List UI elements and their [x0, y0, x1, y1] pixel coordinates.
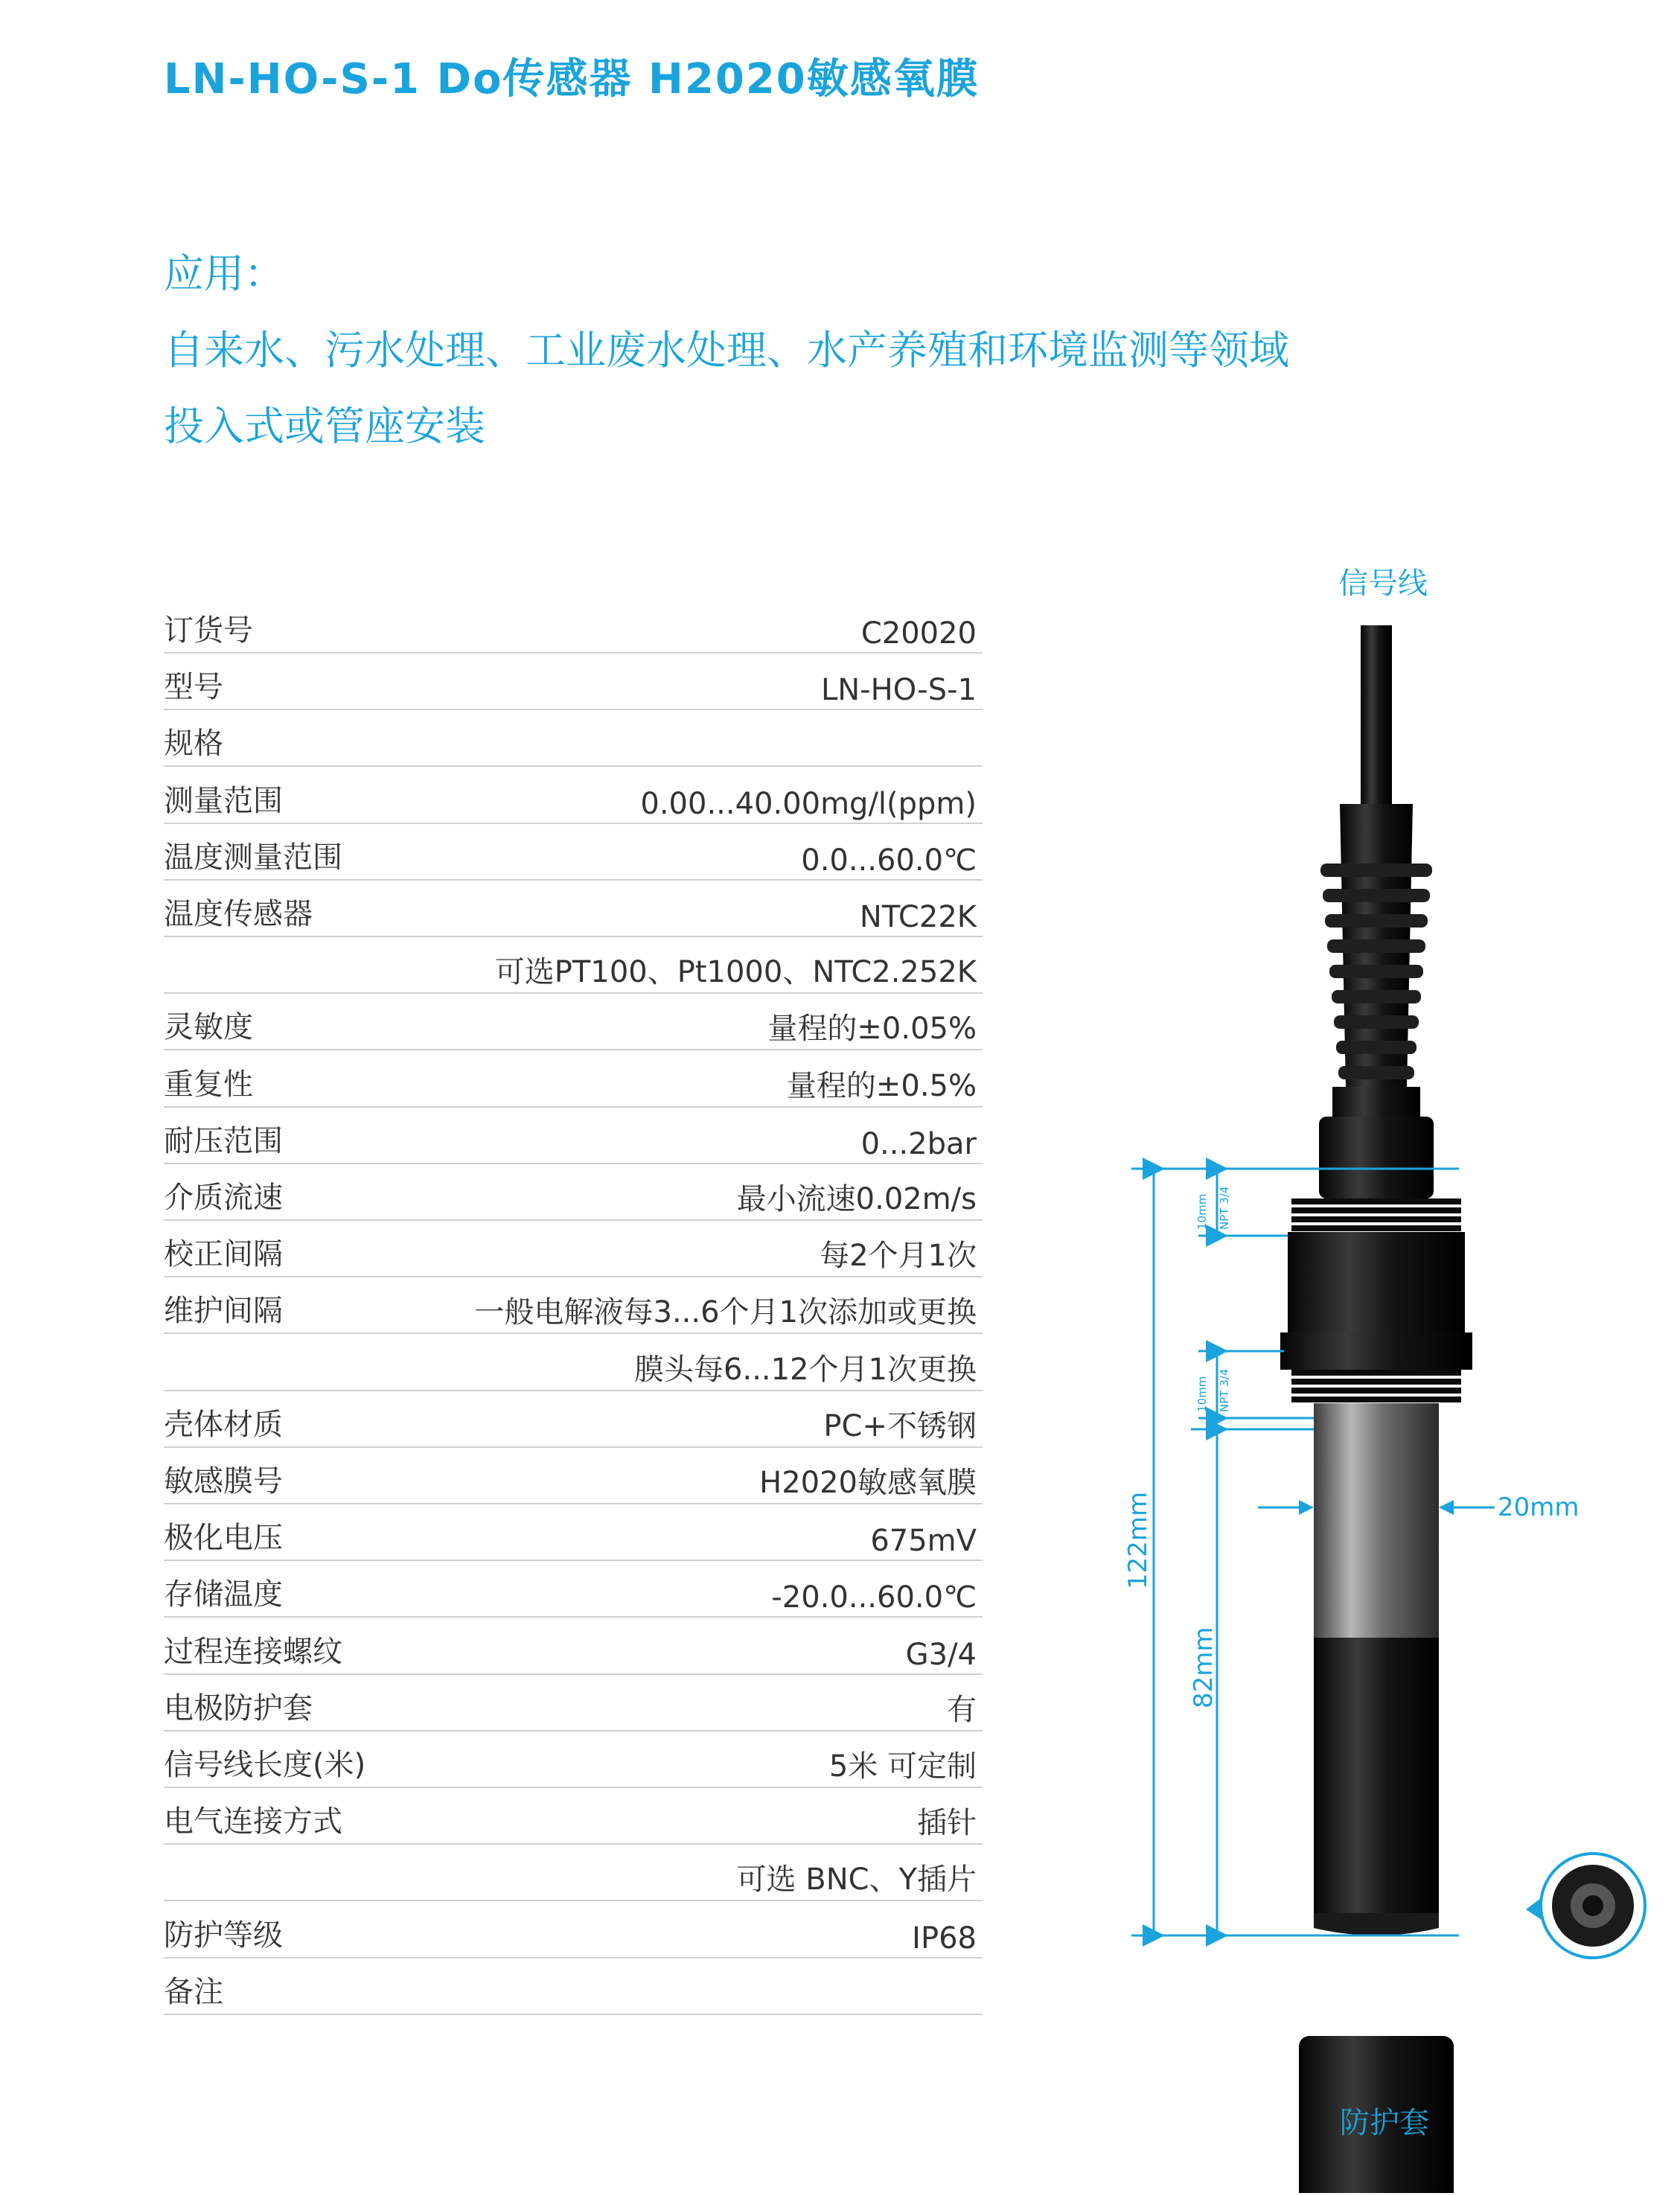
spec-row [164, 652, 983, 710]
spec-label: 规格 [164, 727, 223, 762]
spec-label: 重复性 [164, 1067, 253, 1102]
spec-label: 极化电压 [164, 1521, 283, 1556]
spec-value: 0.0...60.0℃ [801, 843, 977, 878]
tip-detail [1526, 1854, 1645, 1958]
spec-label: 过程连接螺纹 [164, 1634, 342, 1669]
page-title: LN-HO-S-1 Do传感器 H2020敏感氧膜 [164, 55, 980, 103]
application-heading: 应用： [164, 250, 284, 297]
spec-value: 量程的±0.5% [786, 1068, 977, 1103]
thread-length-label: 10mm [1195, 1376, 1209, 1412]
dim-body-label: 82mm [1189, 1627, 1219, 1708]
spec-row [164, 992, 983, 1050]
protective-cap-label: 防护套 [1340, 2106, 1429, 2140]
spec-row [164, 1900, 983, 1959]
spec-value: -20.0...60.0℃ [771, 1580, 977, 1615]
spec-row [164, 1163, 983, 1221]
spec-label: 耐压范围 [164, 1123, 283, 1158]
spec-value: 可选 BNC、Y插片 [736, 1863, 977, 1897]
spec-value: 有 [947, 1692, 977, 1727]
spec-value: LN-HO-S-1 [820, 673, 977, 708]
spec-value: NTC22K [859, 900, 977, 934]
spec-label: 温度传感器 [164, 897, 313, 931]
spec-value: 0.00...40.00mg/l(ppm) [640, 786, 977, 821]
spec-row [164, 1333, 983, 1391]
spec-row [164, 823, 983, 881]
hex-body [1288, 1232, 1465, 1332]
spec-value: PC+不锈钢 [823, 1408, 977, 1443]
spec-row [164, 766, 983, 824]
thread-type-label: NPT 3/4 [1218, 1186, 1231, 1230]
spec-value: 5米 可定制 [828, 1749, 977, 1784]
spec-row [164, 1617, 983, 1675]
spec-label: 电气连接方式 [164, 1804, 342, 1839]
thread-length-label: 10mm [1195, 1193, 1209, 1230]
spec-label: 维护间隔 [164, 1294, 283, 1329]
spec-row [164, 1106, 983, 1164]
spec-row [164, 1276, 983, 1334]
spec-value: 可选PT100、Pt1000、NTC2.252K [494, 955, 977, 990]
spec-row [164, 1673, 983, 1731]
spec-label: 介质流速 [164, 1181, 283, 1215]
cable-label: 信号线 [1338, 566, 1428, 601]
spec-value: 0...2bar [860, 1126, 977, 1161]
membrane-head [1314, 1638, 1439, 1913]
spec-value: 每2个月1次 [820, 1239, 977, 1274]
spec-value: H2020敏感氧膜 [759, 1466, 977, 1500]
spec-value: IP68 [912, 1921, 977, 1956]
spec-row [164, 936, 983, 994]
spec-label: 温度测量范围 [164, 840, 342, 875]
spec-label: 校正间隔 [164, 1237, 283, 1272]
spec-value: 最小流速0.02m/s [736, 1182, 977, 1216]
application-line: 投入式或管座安装 [164, 403, 485, 450]
spec-value: G3/4 [905, 1637, 977, 1672]
spec-label: 防护等级 [164, 1918, 283, 1953]
spec-label: 敏感膜号 [164, 1464, 283, 1498]
spec-row [164, 1390, 983, 1448]
spec-label: 存储温度 [164, 1577, 283, 1612]
hex-collar [1280, 1332, 1472, 1370]
sensor-drawing [1117, 551, 1680, 2193]
spec-value: 插针 [917, 1806, 977, 1841]
lower-thread [1291, 1370, 1461, 1402]
spec-row [164, 1787, 983, 1845]
spec-value: C20020 [860, 616, 977, 651]
application-line: 自来水、污水处理、工业废水处理、水产养殖和环境监测等领域 [164, 327, 1289, 374]
dim-diameter-label: 20mm [1498, 1493, 1580, 1522]
spec-value: 一般电解液每3...6个月1次添加或更换 [474, 1295, 977, 1330]
spec-label: 备注 [164, 1974, 223, 2009]
gland-nut-top [1332, 1087, 1420, 1117]
spec-value: 量程的±0.05% [767, 1012, 977, 1047]
spec-row [164, 1730, 983, 1788]
spec-row [164, 1560, 983, 1618]
spec-label: 订货号 [164, 613, 253, 648]
spec-label: 灵敏度 [164, 1010, 253, 1045]
spec-row [164, 1446, 983, 1504]
spec-value: 膜头每6...12个月1次更换 [634, 1352, 977, 1387]
spec-label: 测量范围 [164, 783, 283, 818]
spec-label: 电极防护套 [164, 1691, 313, 1726]
spec-row [164, 596, 983, 654]
spec-label: 壳体材质 [164, 1407, 283, 1442]
spec-value: 675mV [870, 1524, 977, 1559]
thread-type-label: NPT 3/4 [1218, 1368, 1231, 1412]
steel-body [1314, 1403, 1439, 1638]
upper-thread [1291, 1198, 1461, 1231]
spec-label: 信号线长度(米) [164, 1748, 366, 1782]
spec-row [164, 1957, 983, 2015]
gland-nut [1319, 1117, 1434, 1198]
dim-total-label: 122mm [1123, 1491, 1153, 1589]
spec-row [164, 879, 983, 937]
spec-row [164, 1050, 983, 1108]
sensor-diagram [1117, 551, 1680, 2193]
spec-row [164, 1503, 983, 1561]
strain-relief [1320, 804, 1432, 1087]
spec-row [164, 1843, 983, 1901]
spec-row [164, 709, 983, 767]
spec-row [164, 1219, 983, 1277]
spec-label: 型号 [164, 670, 223, 705]
